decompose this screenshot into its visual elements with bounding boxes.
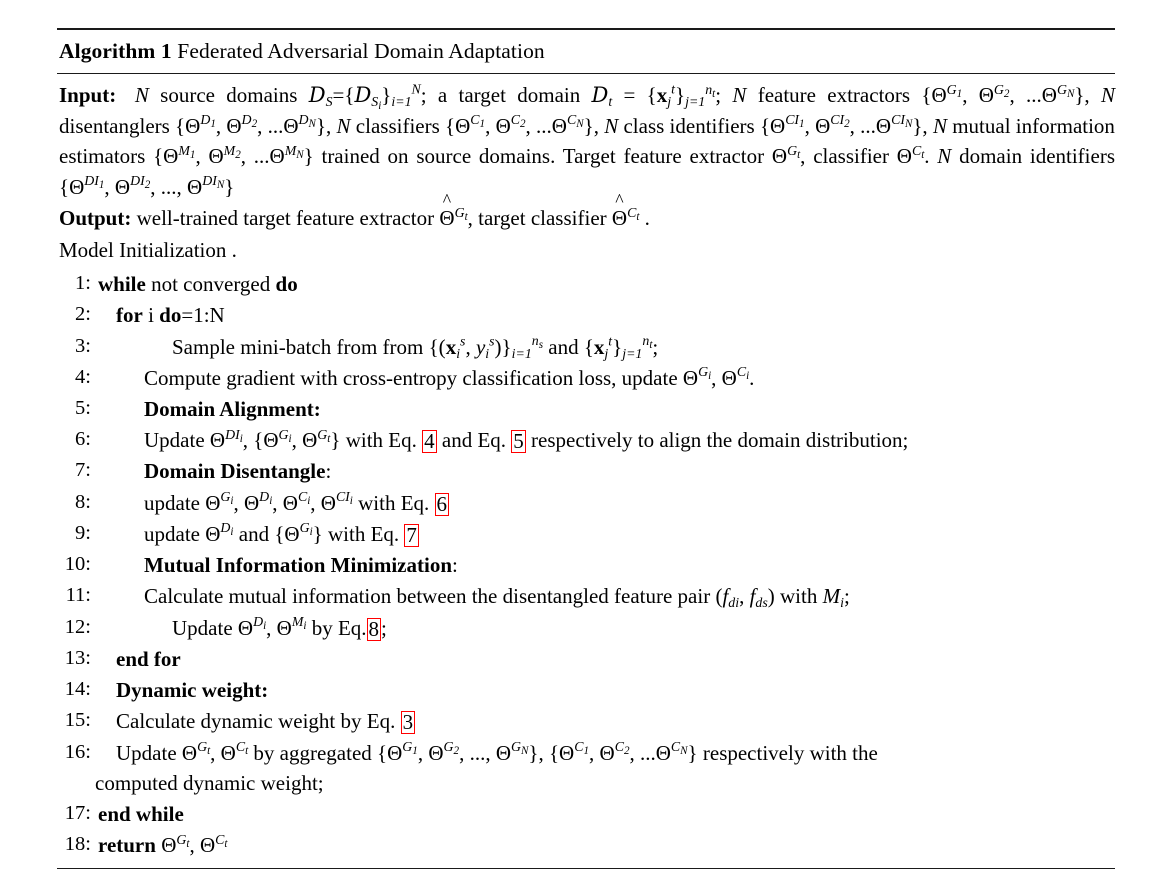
step-number: 1: — [75, 272, 91, 295]
step-content: Sample mini-batch from from {($x_i^s$, $y_i^s)\}_{i=1}^{n_s}$ and $\{x_j^t\}_{j=1}^{n_t}$; — [172, 332, 659, 361]
step-12 — [57, 612, 1115, 643]
eq-ref-3[interactable]: 3 — [402, 710, 414, 735]
step-4 — [57, 362, 1115, 393]
step-content: Dynamic weight: — [116, 678, 269, 703]
algorithm-block — [57, 28, 1115, 869]
step-content: for i do=1:N — [116, 303, 225, 328]
output-content: well-trained target feature extractor Θ ^ $^{G_t}$, target classifier Θ ^ $^{C_t}$ . — [136, 190, 650, 231]
step-content: Calculate dynamic weight by Eq. 3 — [116, 709, 414, 735]
step-number: 10: — [64, 553, 91, 576]
step-number: 12: — [64, 615, 91, 638]
step-15 — [57, 706, 1115, 737]
step-17 — [57, 799, 1115, 830]
step-content: Update $\Theta^{DI_i}$, {$\Theta^{G_i}$, $\Theta^{G_t}$} with Eq. 4 and Eq. 5 respectively to align the domain distribution; — [144, 426, 909, 454]
step-content: end for — [116, 646, 181, 671]
step-number: 5: — [75, 396, 91, 419]
step-9 — [57, 518, 1115, 549]
step-content: Update $\Theta^{G_t}$, $\Theta^{C_t}$ by aggregated {$\Theta^{G_1}$, $\Theta^{G_2}$, ..., $\Theta^{G_N}$}, {$\Theta^{C_1}$, $\Theta^{C_2}$, $...\Theta^{C_N}$} respectively with the computed dynamic weight; — [95, 738, 878, 795]
step-number: 8: — [75, 490, 91, 513]
step-2 — [57, 300, 1115, 331]
step-8 — [57, 487, 1115, 518]
algorithm-steps — [57, 269, 1115, 861]
algorithm-body — [57, 74, 1115, 868]
step-10 — [57, 550, 1115, 581]
step-16 — [57, 737, 1115, 798]
algorithm-title-text: Federated Adversarial Domain Adaptation — [177, 39, 545, 63]
step-number: 13: — [64, 646, 91, 669]
algorithm-label: Algorithm 1 — [59, 39, 172, 63]
eq-ref-7[interactable]: 7 — [406, 522, 417, 547]
step-content: update $\Theta^{D_i}$ and $\{\Theta^{G_i}\}$ with Eq. 7 — [144, 520, 417, 547]
input-paragraph — [59, 80, 1115, 202]
step-14 — [57, 675, 1115, 706]
step-number: 2: — [75, 303, 91, 326]
step-11 — [57, 581, 1115, 612]
step-content: return $\Theta^{G_t}$, $\Theta^{C_t}$ — [98, 831, 228, 858]
step-3 — [57, 331, 1115, 362]
step-7 — [57, 456, 1115, 487]
output-paragraph — [59, 190, 1115, 234]
step-number: 9: — [75, 521, 91, 544]
step-number: 18: — [64, 833, 91, 856]
step-number: 15: — [64, 709, 91, 732]
step-6 — [57, 425, 1115, 456]
output-label: Output: — [59, 206, 132, 231]
algorithm-title — [57, 30, 1115, 73]
model-initialization-line: Model Initialization . — [59, 237, 237, 262]
step-5 — [57, 393, 1115, 424]
step-number: 16: — [64, 740, 91, 763]
step-number: 3: — [75, 334, 91, 357]
input-content: N source domains $D_S=\{D_{S_i}\}_{i=1}^N$; a target domain $D_t = \{x_j^t\}_{j=1}^{n_t}$; N feature extractors {$\Theta^{G_1}$, $\Theta^{G_2}$, $...\Theta^{G_N}$}, N disentanglers {$\Theta^{D_1}$, $\Theta^{D_2}$, $...\Theta^{D_N}$}, N classifiers {$\Theta^{C_1}$, $\Theta^{C_2}$, $...\Theta^{C_N}$}, N class identifiers {$\Theta^{CI_1}$, $\Theta^{CI_2}$, $...\Theta^{CI_N}$}, N mutual information estimators {$\Theta^{M_1}$, $\Theta^{M_2}$, $...\Theta^{M_N}$} trained on source domains. Target feature extractor $\Theta^{G_t}$, classifier $\Theta^{C_t}$. N domain identifiers {$\Theta^{DI_1}$, $\Theta^{DI_2}$, ..., $\Theta^{DI_N}$} — [59, 81, 1115, 199]
eq-ref-4[interactable]: 4 — [424, 429, 435, 454]
step-number: 14: — [64, 678, 91, 701]
step-13 — [57, 643, 1115, 674]
step-18 — [57, 830, 1115, 861]
step-content: update $\Theta^{G_i}$, $\Theta^{D_i}$, $\Theta^{C_i}$, $\Theta^{CI_i}$ with Eq. 6 — [144, 489, 448, 516]
step-number: 11: — [65, 584, 91, 607]
step-content: Mutual Information Minimization: — [144, 553, 458, 578]
step-content: while not converged do — [98, 272, 298, 297]
step-content: end while — [98, 802, 184, 827]
step-number: 6: — [75, 428, 91, 451]
step-number: 4: — [75, 365, 91, 388]
input-label: Input: — [59, 83, 117, 108]
step-content: Compute gradient with cross-entropy classification loss, update $\Theta^{G_i}$, $\Theta^{C_i}$. — [144, 364, 755, 390]
eq-ref-5[interactable]: 5 — [513, 429, 524, 454]
eq-ref-8[interactable]: 8 — [368, 616, 380, 641]
step-1 — [57, 269, 1115, 300]
step-number: 17: — [64, 802, 91, 825]
eq-ref-6[interactable]: 6 — [436, 491, 448, 516]
step-content: Domain Disentangle: — [144, 459, 332, 484]
step-content: Update $\Theta^{D_i}$, $\Theta^{M_i}$ by Eq.8; — [172, 614, 387, 641]
step-content: Domain Alignment: — [144, 396, 321, 421]
step-content: Calculate mutual information between the disentangled feature pair ($f_{di}$, $f_{ds}$) with $M_i$; — [144, 584, 850, 611]
step-number: 7: — [75, 459, 91, 482]
